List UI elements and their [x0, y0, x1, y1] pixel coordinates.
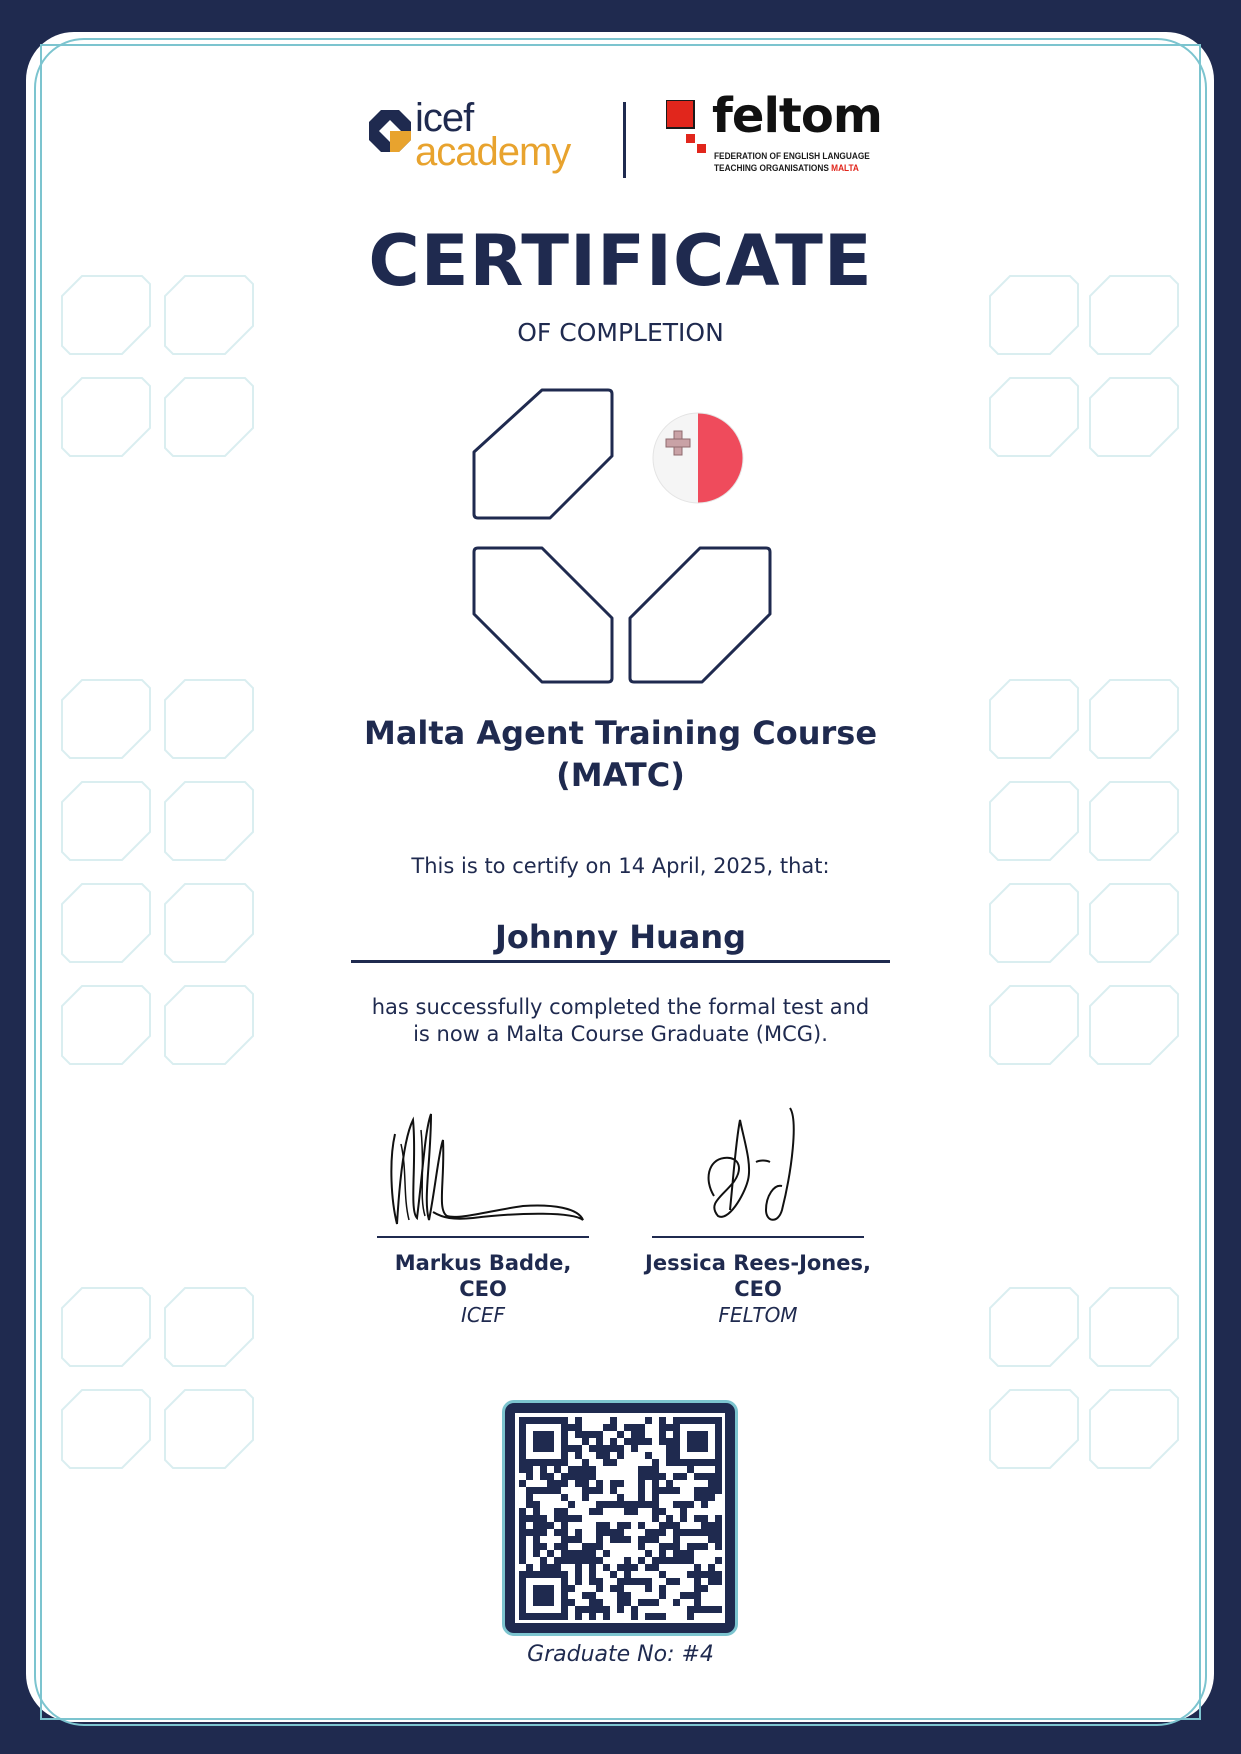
- course-title-line2: (MATC): [556, 756, 685, 794]
- completion-statement-line1: has successfully completed the formal test and: [371, 995, 870, 1019]
- feltom-tagline-malta: MALTA: [831, 163, 859, 173]
- signatory-org-icef: ICEF: [460, 1303, 505, 1327]
- completion-statement-line2: is now a Malta Course Graduate (MCG).: [413, 1022, 828, 1046]
- signature-jessica-rees-jones: [648, 1100, 868, 1230]
- logo-divider: [623, 102, 626, 178]
- course-emblem: [470, 388, 780, 688]
- emblem-shape-bottom-left: [474, 548, 612, 682]
- feltom-tagline: [714, 150, 880, 174]
- academy-wordmark: academy: [415, 130, 571, 174]
- completion-statement: [0, 994, 1241, 1048]
- emblem-shape-top: [474, 390, 612, 518]
- course-title-line1: Malta Agent Training Course: [363, 714, 878, 752]
- signatory-name-feltom-line1: Jessica Rees-Jones,: [645, 1251, 871, 1275]
- feltom-tagline-line2: [714, 162, 880, 174]
- signatory-title-feltom: CEO: [734, 1277, 782, 1301]
- signature-block-feltom: [638, 1100, 878, 1328]
- signatory-name-icef-line1: Markus Badde,: [394, 1251, 572, 1275]
- signatory-name-icef: [363, 1250, 603, 1302]
- malta-flag-icon: [653, 413, 743, 503]
- icef-mark-icon: [369, 110, 411, 152]
- course-title: [0, 712, 1241, 796]
- certify-statement: This is to certify on 14 April, 2025, that:: [411, 854, 830, 878]
- feltom-tagline-line1: FEDERATION OF ENGLISH LANGUAGE: [714, 151, 870, 161]
- icef-academy-logo: [367, 96, 587, 182]
- verification-qr-code[interactable]: [502, 1400, 738, 1636]
- recipient-name: Johnny Huang: [351, 916, 890, 963]
- signature-block-icef: [363, 1100, 603, 1328]
- feltom-tagline-text: TEACHING ORGANISATIONS: [714, 163, 829, 173]
- signatory-org-feltom: FELTOM: [718, 1303, 798, 1327]
- graduate-number: Graduate No: #4: [527, 1642, 714, 1667]
- feltom-mark-icon: [666, 100, 710, 160]
- emblem-shape-bottom-right: [630, 548, 770, 682]
- icef-wordmark: icef: [415, 96, 474, 140]
- qr-finder-pattern: [673, 1417, 722, 1466]
- logo-row: [0, 88, 1241, 186]
- qr-code-icon: [515, 1413, 725, 1623]
- signature-line-feltom: [652, 1236, 864, 1238]
- certificate-subtitle: OF COMPLETION: [517, 318, 724, 347]
- signature-line-icef: [377, 1236, 589, 1238]
- feltom-wordmark: feltom: [712, 88, 882, 144]
- qr-finder-pattern: [519, 1571, 568, 1620]
- qr-finder-pattern: [519, 1417, 568, 1466]
- signature-markus-badde: [373, 1100, 593, 1230]
- certificate-title: CERTIFICATE: [368, 220, 873, 302]
- signatory-title-icef: CEO: [459, 1277, 507, 1301]
- signatory-name-feltom: [638, 1250, 878, 1302]
- feltom-logo: [666, 88, 886, 180]
